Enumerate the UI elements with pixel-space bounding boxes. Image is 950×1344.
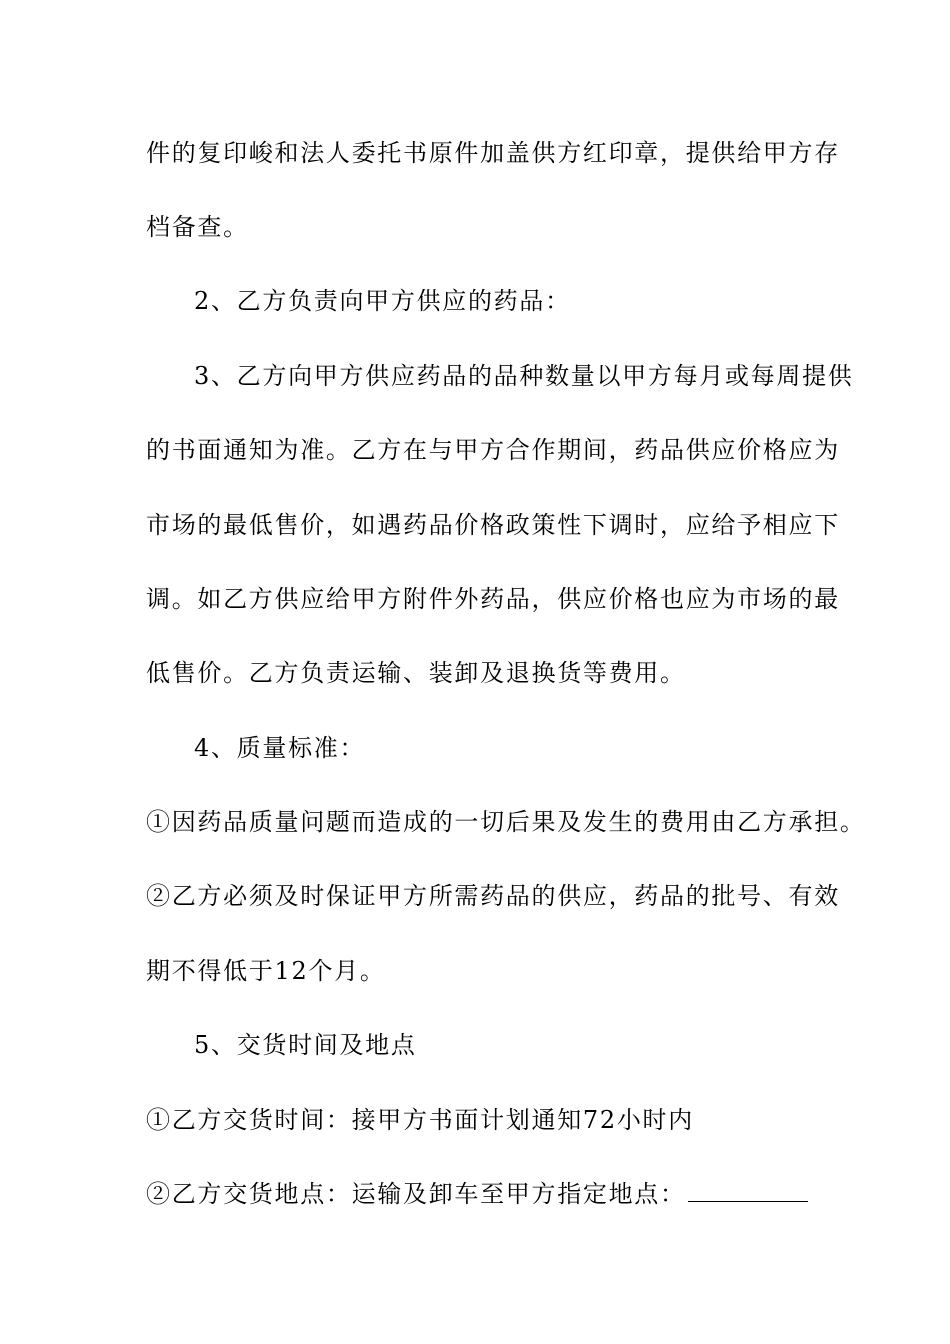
list-item: ①因药品质量问题而造成的一切后果及发生的费用由乙方承担。 [146,808,866,836]
list-item: ②乙方必须及时保证甲方所需药品的供应，药品的批号、有效 [146,882,840,910]
paragraph-line: 低售价。乙方负责运输、装卸及退换货等费用。 [146,659,686,687]
delivery-location-label: ②乙方交货地点：运输及卸车至甲方指定地点： [146,1180,686,1208]
list-item [146,1179,808,1209]
paragraph-line: 调。如乙方供应给甲方附件外药品，供应价格也应为市场的最 [146,585,840,613]
paragraph-line: 件的复印峻和法人委托书原件加盖供方红印章，提供给甲方存 [146,139,840,167]
paragraph-line: 3、乙方向甲方供应药品的品种数量以甲方每月或每周提供 [194,362,854,390]
section-heading: 5、交货时间及地点 [194,1031,417,1059]
section-heading: 2、乙方负责向甲方供应的药品： [194,287,571,315]
paragraph-line: 市场的最低售价，如遇药品价格政策性下调时，应给予相应下 [146,511,840,539]
paragraph-line: 档备查。 [146,213,249,241]
fill-in-blank[interactable] [688,1179,808,1202]
paragraph-line: 期不得低于12个月。 [146,957,386,985]
list-item: ①乙方交货时间：接甲方书面计划通知72小时内 [146,1106,694,1134]
paragraph-line: 的书面通知为准。乙方在与甲方合作期间，药品供应价格应为 [146,436,840,464]
section-heading: 4、质量标准： [194,734,366,762]
